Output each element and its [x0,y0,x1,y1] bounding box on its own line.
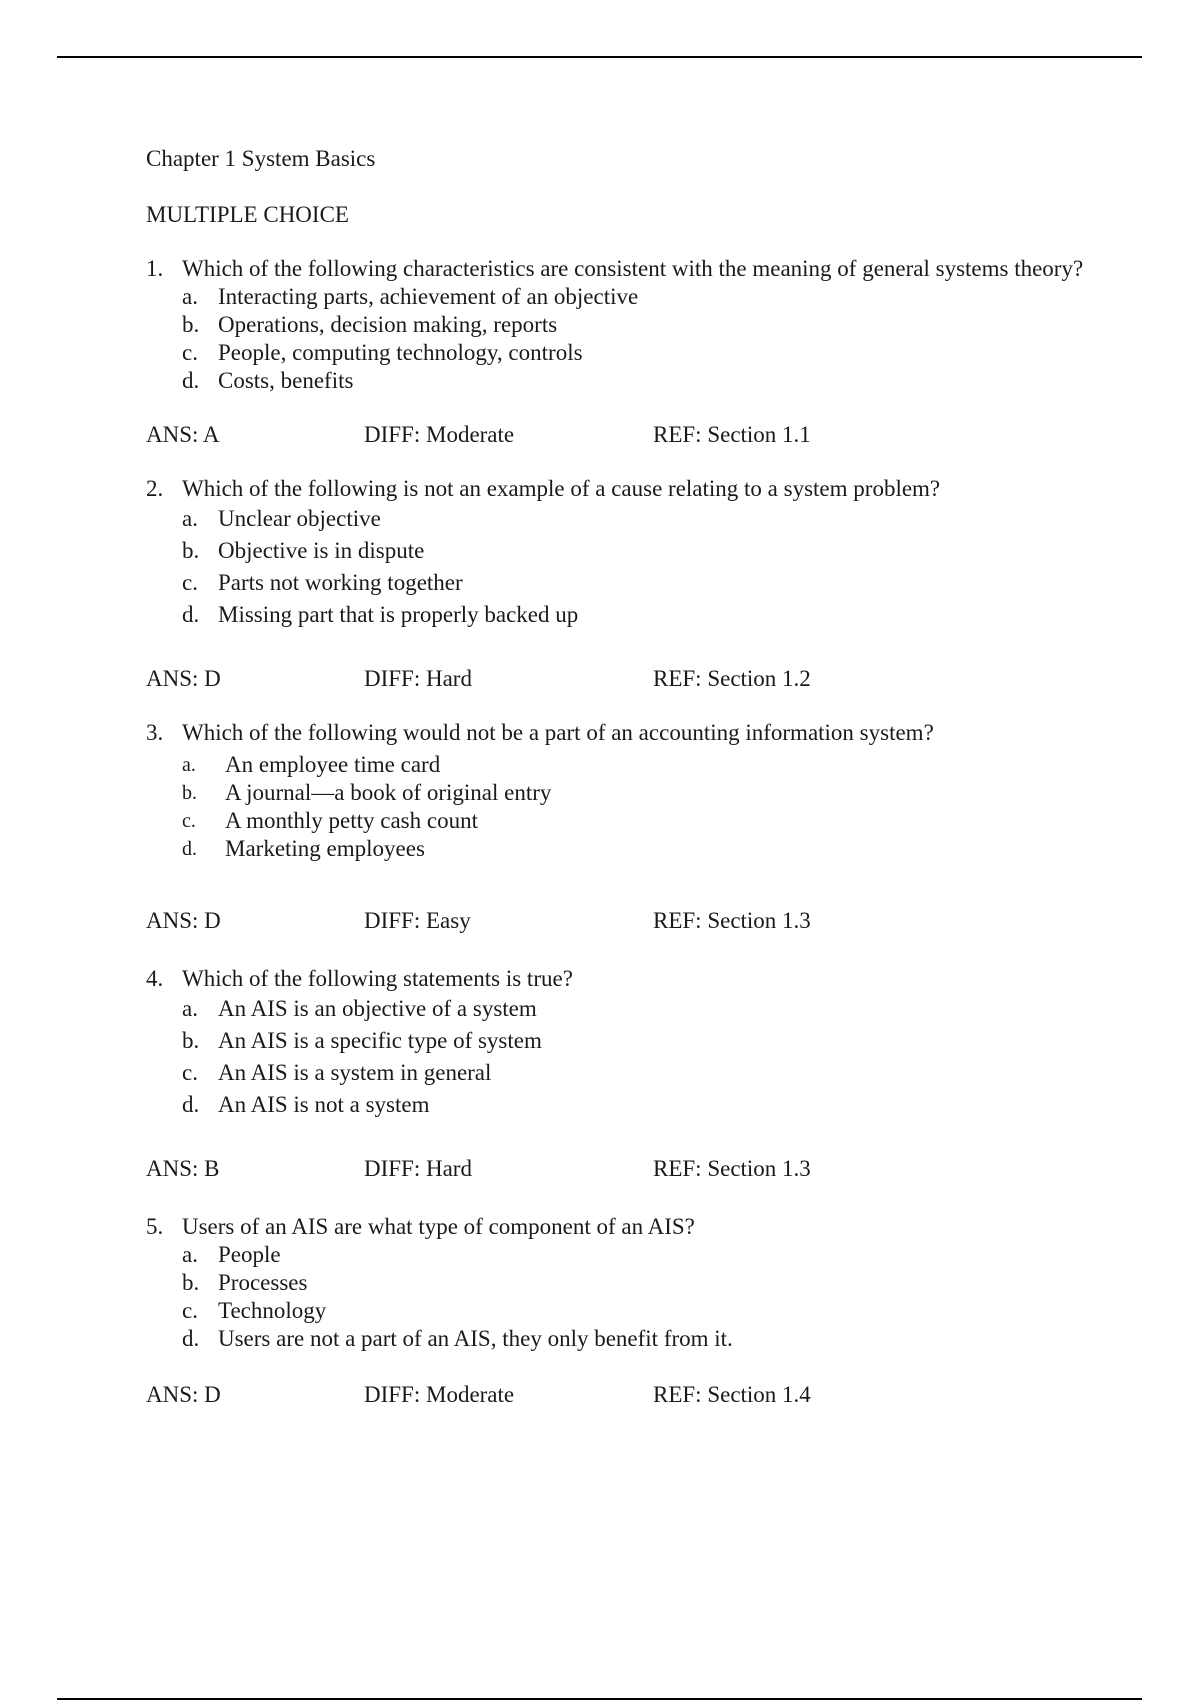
option-text: Marketing employees [225,836,425,861]
difficulty: DIFF: Easy [364,908,471,933]
difficulty: DIFF: Moderate [364,422,515,447]
option-text: An AIS is a system in general [218,1060,492,1085]
option-c [182,339,1106,367]
option-letter: b. [182,1028,200,1053]
question-5 [146,1213,1106,1353]
reference: REF: Section 1.3 [653,1156,811,1181]
option-text: Parts not working together [218,570,463,595]
reference: REF: Section 1.2 [653,666,811,691]
option-list [182,993,1106,1121]
option-text: Interacting parts, achievement of an objective [218,284,639,309]
answer: ANS: B [146,1156,220,1181]
option-text: Missing part that is properly backed up [218,602,579,627]
question-2 [146,475,1106,631]
question-4 [146,965,1106,1121]
option-letter: a. [182,284,198,309]
question-text: Which of the following characteristics are consistent with the meaning of general systems theory? [182,256,1084,281]
option-text: Costs, benefits [218,368,354,393]
option-d [182,599,1106,631]
option-text: A journal—a book of original entry [225,780,552,805]
option-letter: a. [182,996,198,1021]
option-letter: d. [182,368,200,393]
option-d [182,1089,1106,1121]
option-text: People, computing technology, controls [218,340,583,365]
answer: ANS: A [146,422,220,447]
option-letter: a. [182,506,198,531]
question-number: 4. [146,966,164,991]
option-letter: a. [182,754,196,776]
option-letter: d. [182,1092,200,1117]
answer: ANS: D [146,908,221,933]
answer-line-2 [146,665,1106,693]
question-3 [146,719,1106,863]
option-a [182,993,1106,1025]
answer: ANS: D [146,666,221,691]
option-text: An AIS is a specific type of system [218,1028,542,1053]
option-c [182,1057,1106,1089]
section-heading: MULTIPLE CHOICE [146,202,349,227]
option-text: Technology [218,1298,327,1323]
option-list [182,1241,1106,1353]
question-text: Which of the following would not be a part of an accounting information system? [182,720,934,745]
difficulty: DIFF: Hard [364,666,472,691]
answer-line-5 [146,1381,1106,1409]
option-letter: c. [182,570,198,595]
option-a [182,751,1106,779]
question-text: Users of an AIS are what type of component of an AIS? [182,1214,695,1239]
option-letter: d. [182,602,200,627]
option-text: Objective is in dispute [218,538,425,563]
question-text: Which of the following is not an example of a cause relating to a system problem? [182,476,941,501]
option-b [182,311,1106,339]
option-text: Unclear objective [218,506,381,531]
option-b [182,1269,1106,1297]
option-letter: d. [182,1326,200,1351]
option-text: An AIS is an objective of a system [218,996,537,1021]
option-text: An employee time card [225,752,441,777]
option-letter: c. [182,340,198,365]
reference: REF: Section 1.4 [653,1382,811,1407]
question-text: Which of the following statements is true? [182,966,573,991]
option-text: Operations, decision making, reports [218,312,558,337]
answer: ANS: D [146,1382,221,1407]
option-text: An AIS is not a system [218,1092,430,1117]
question-number: 1. [146,256,164,281]
question-number: 5. [146,1214,164,1239]
answer-line-1 [146,421,1106,449]
option-text: People [218,1242,281,1267]
option-a [182,1241,1106,1269]
option-letter: c. [182,1298,198,1323]
option-letter: b. [182,538,200,563]
option-a [182,283,1106,311]
option-a [182,503,1106,535]
option-letter: c. [182,810,196,832]
answer-line-4 [146,1155,1106,1183]
option-letter: d. [182,838,197,860]
option-b [182,1025,1106,1057]
option-list [182,503,1106,631]
option-d [182,367,1106,395]
option-d [182,1325,1106,1353]
option-letter: b. [182,1270,200,1295]
option-text: Processes [218,1270,308,1295]
option-b [182,535,1106,567]
option-letter: b. [182,312,200,337]
question-number: 3. [146,720,164,745]
difficulty: DIFF: Moderate [364,1382,515,1407]
option-letter: a. [182,1242,198,1267]
question-number: 2. [146,476,164,501]
option-d [182,835,1106,863]
option-text: Users are not a part of an AIS, they only benefit from it. [218,1326,733,1351]
option-b [182,779,1106,807]
question-1 [146,255,1106,395]
option-list [182,751,1106,863]
option-list [182,283,1106,395]
top-rule [57,56,1142,58]
document-body [146,145,1106,1409]
option-c [182,1297,1106,1325]
reference: REF: Section 1.3 [653,908,811,933]
option-c [182,567,1106,599]
difficulty: DIFF: Hard [364,1156,472,1181]
chapter-title: Chapter 1 System Basics [146,146,376,171]
reference: REF: Section 1.1 [653,422,811,447]
answer-line-3 [146,907,1106,935]
option-letter: c. [182,1060,198,1085]
option-text: A monthly petty cash count [225,808,478,833]
option-c [182,807,1106,835]
option-letter: b. [182,782,197,804]
